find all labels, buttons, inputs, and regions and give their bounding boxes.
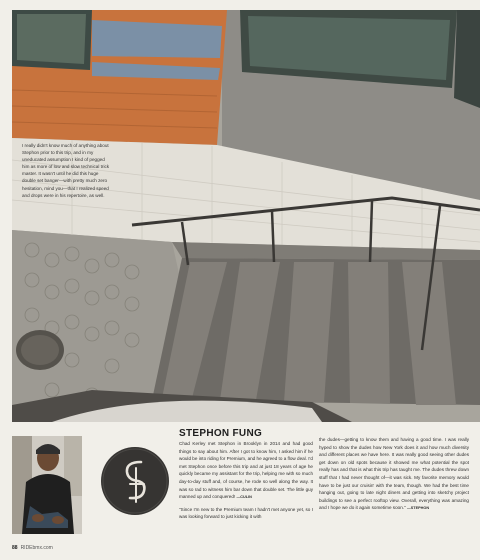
quote-start-text: "Since I'm new to the Premium team I hadn't met anyone yet, so I was looking forward to just kicking it with — [179, 506, 313, 520]
site-url: RIDEbmx.com — [20, 545, 53, 551]
article-title: STEPHON FUNG — [179, 428, 263, 439]
signature: —STEPHON — [406, 506, 430, 511]
article-column-1 — [179, 440, 313, 525]
article-column-2 — [319, 436, 469, 517]
signature: —CULIN — [236, 495, 252, 500]
article-paragraph — [179, 506, 313, 521]
page-folio — [12, 545, 53, 551]
article-paragraph-continued — [319, 436, 469, 513]
rider-headshot — [12, 436, 82, 534]
photo-caption: I really didn't know much of anything about Stephon prior to this trip, and in my uneducated assumption I kind of pegged him as more of low and slow technical trick master. It wasn't until he did this huge double set banger—with pretty much zero hesitation, mind you—that I realized speed and drops were in his repertoire, as well. — [22, 143, 110, 198]
main-photo — [12, 10, 480, 422]
quote-end-text: the dudes—getting to know them and having a good time. I was really hyped to show the dudes how New York does it and how much diversity and different places we have here. It was really good seeing other dudes get down on old spots because it showed me what potential the spot really has and that is what this trip has taught me. The dudes threw down stuff that I had never thought of—it was sick. My favorite memory would have to be just our cruisin' with the team, though. We had the best time hanging out, going to late night diners and getting into sketchy project buildings to see a perfect rooftop view. Overall, everything was amazing and I hope we do it again sometime soon." — [319, 437, 469, 511]
paragraph-text: Chad Kerley met Stephon in Brooklyn in 2014 and had good things to say about him. After I got to know him, I asked him if he would be into riding for Premium, and he agreed to a flow deal. I'd met Stephon once before this trip and at just 18 years of age he quickly became my assistant for the trip, helping me with so much day-to-day stuff and, of course, he rode so well along the way. It was so rad to witness him bar down that double set. The little guy manned up and conquered! — [179, 441, 313, 500]
premium-logo — [100, 446, 170, 516]
page-number: 88 — [12, 545, 18, 551]
article-paragraph — [179, 440, 313, 502]
